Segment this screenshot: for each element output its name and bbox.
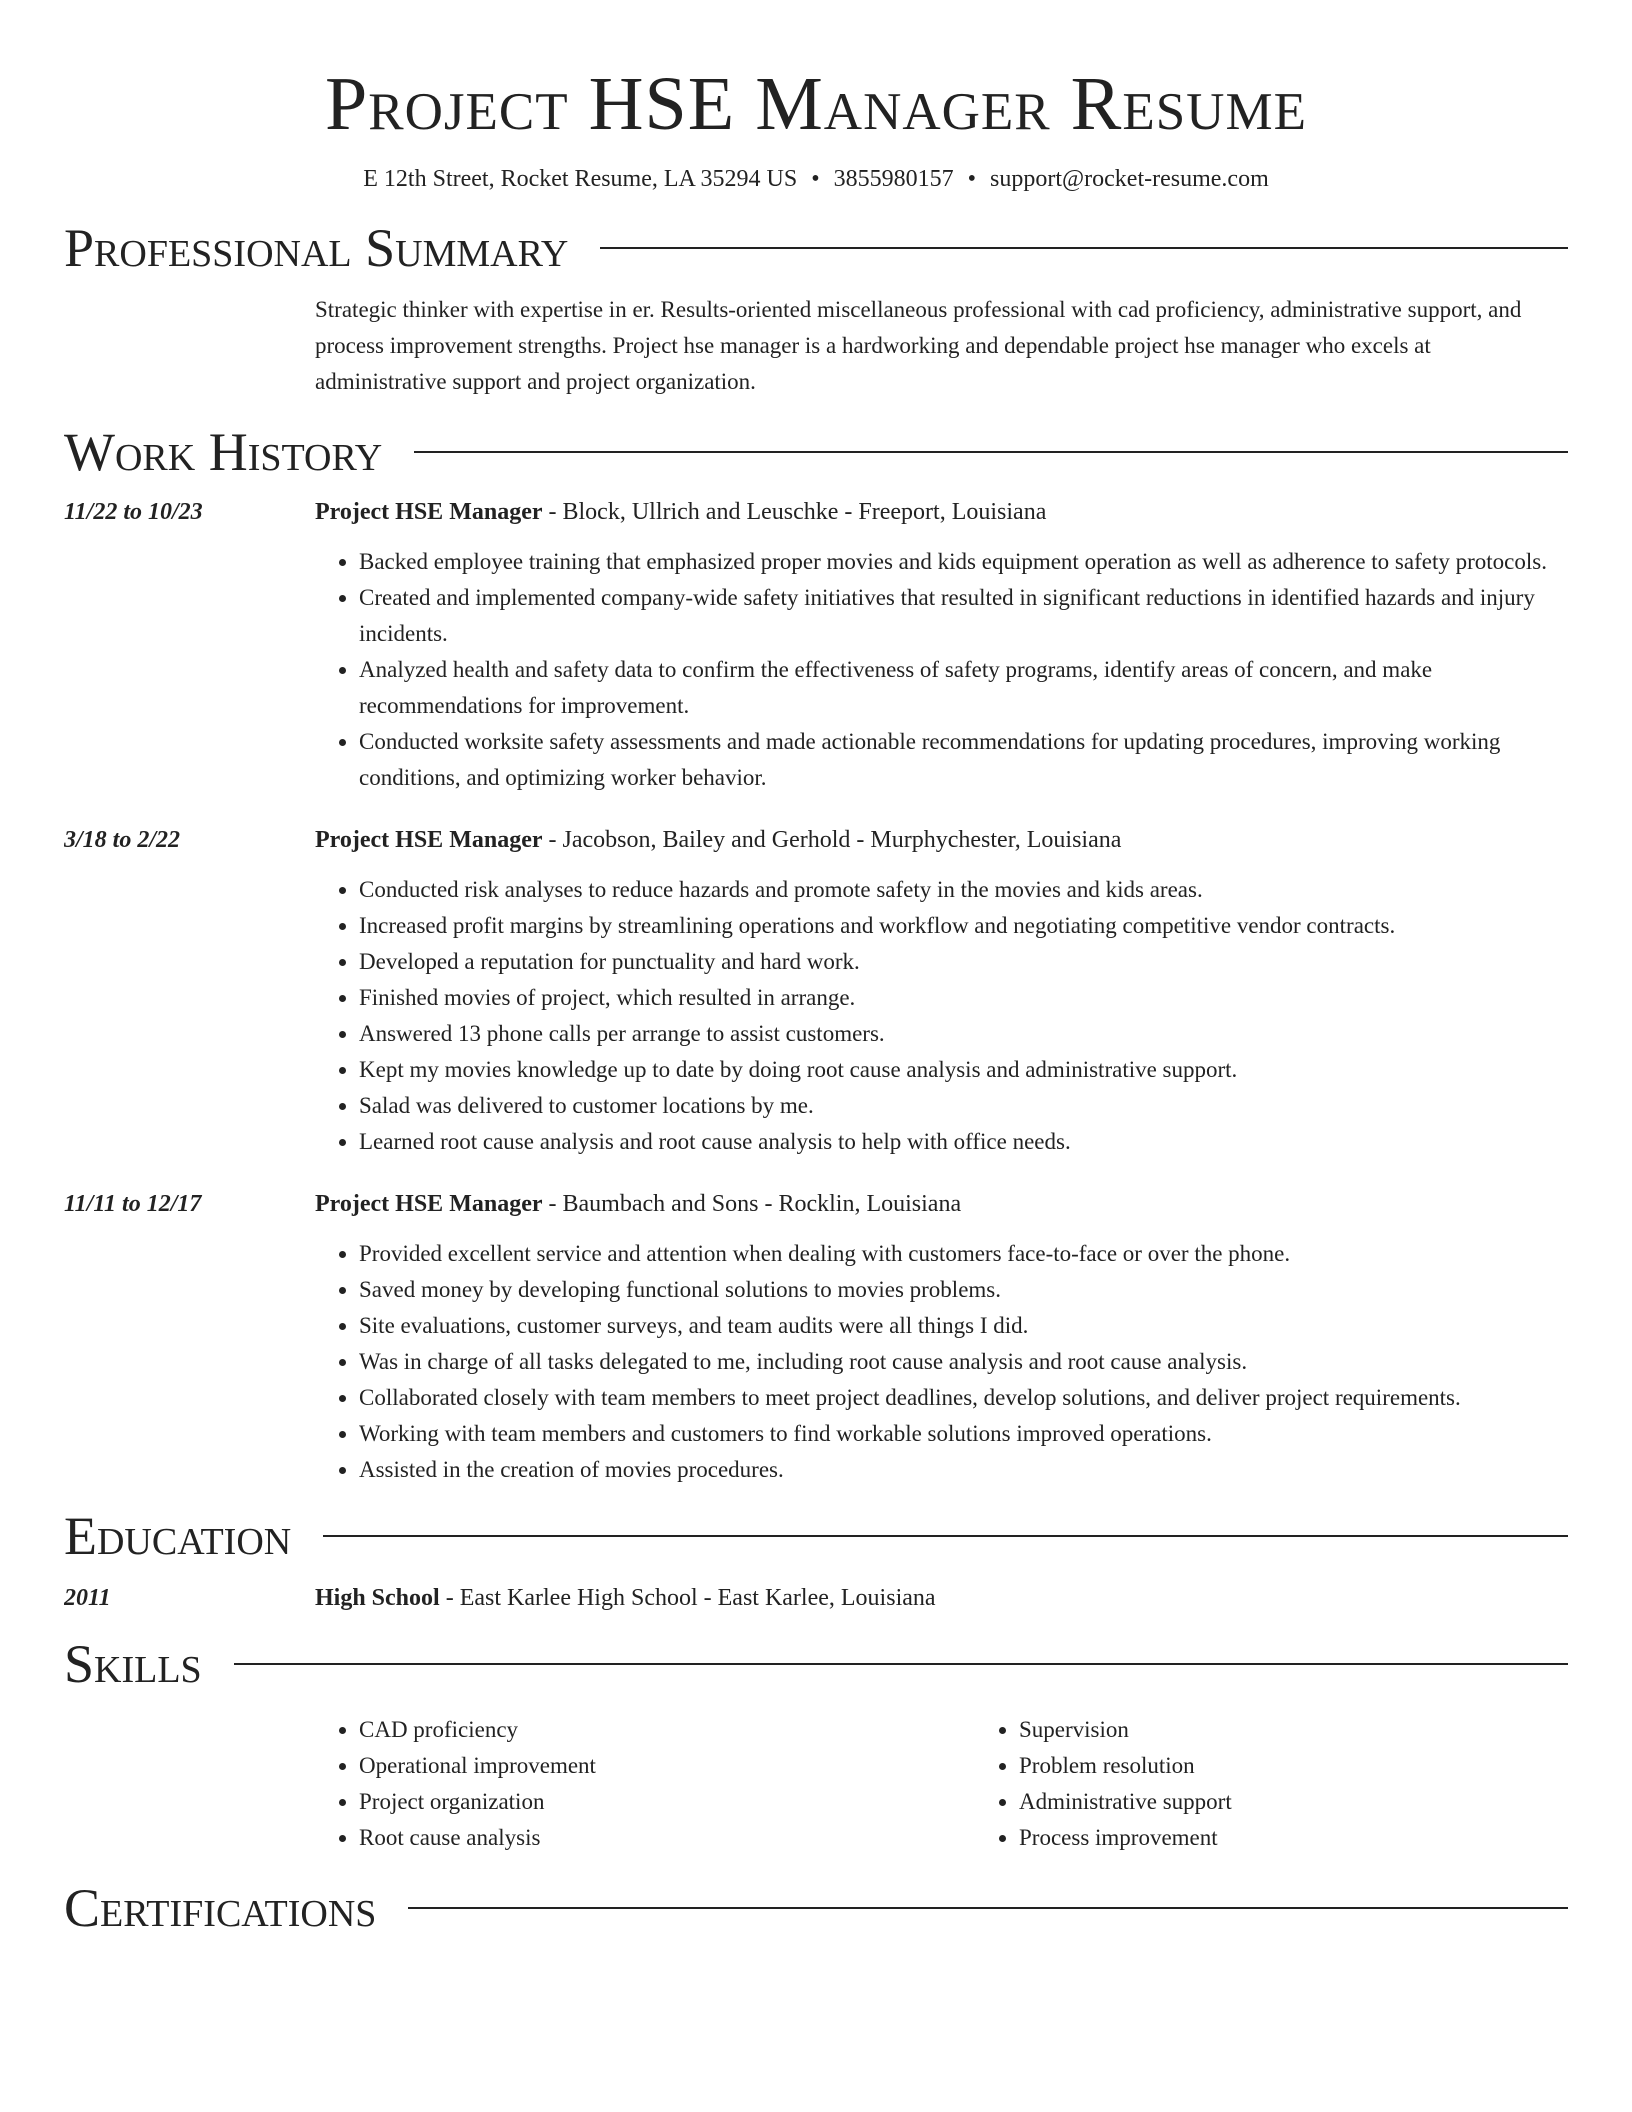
section-divider xyxy=(600,247,1568,249)
skill-item: • CAD proficiency xyxy=(359,1712,975,1748)
section-title-summary: Professional Summary xyxy=(64,218,569,278)
education-details: - East Karlee High School - East Karlee, Louisiana xyxy=(439,1585,936,1611)
job-heading xyxy=(315,494,1568,530)
section-title-certifications: Certifications xyxy=(64,1878,377,1938)
job-bullet: • Answered 13 phone calls per arrange to assist customers. xyxy=(359,1016,1568,1052)
contact-line xyxy=(64,164,1568,194)
section-title-skills: Skills xyxy=(64,1634,202,1694)
section-divider xyxy=(323,1535,1568,1537)
job-bullet: • Finished movies of project, which resulted in arrange. xyxy=(359,980,1568,1016)
job-entry xyxy=(64,1186,1568,1488)
job-details: - Jacobson, Bailey and Gerhold - Murphychester, Louisiana xyxy=(542,827,1122,853)
job-bullets xyxy=(315,872,1568,1160)
job-bullet: • Learned root cause analysis and root cause analysis to help with office needs. xyxy=(359,1124,1568,1160)
skills-list-right xyxy=(975,1712,1568,1856)
education-entry xyxy=(64,1580,1568,1616)
section-header-certifications xyxy=(64,1878,1568,1938)
job-title: Project HSE Manager xyxy=(315,499,543,525)
contact-phone: 3855980157 xyxy=(833,166,954,192)
resume-title: Project HSE Manager Resume xyxy=(325,62,1307,146)
skill-item: • Operational improvement xyxy=(359,1748,975,1784)
summary-row xyxy=(64,292,1568,400)
resume-page xyxy=(64,0,1568,2112)
section-header-skills xyxy=(64,1634,1568,1694)
job-details: - Block, Ullrich and Leuschke - Freeport, Louisiana xyxy=(542,499,1047,525)
job-bullet: • Saved money by developing functional solutions to movies problems. xyxy=(359,1272,1568,1308)
contact-address: E 12th Street, Rocket Resume, LA 35294 US xyxy=(363,166,798,192)
job-bullet: • Backed employee training that emphasized proper movies and kids equipment operation as well as adherence to safety protocols. xyxy=(359,544,1568,580)
job-title: Project HSE Manager xyxy=(315,827,543,853)
job-bullet: • Assisted in the creation of movies procedures. xyxy=(359,1452,1568,1488)
job-bullet: • Working with team members and customers to find workable solutions improved operations. xyxy=(359,1416,1568,1452)
section-header-education xyxy=(64,1506,1568,1566)
skill-item: • Root cause analysis xyxy=(359,1820,975,1856)
job-bullet: • Site evaluations, customer surveys, and team audits were all things I did. xyxy=(359,1308,1568,1344)
skill-item: • Project organization xyxy=(359,1784,975,1820)
job-bullet: • Developed a reputation for punctuality and hard work. xyxy=(359,944,1568,980)
section-divider xyxy=(414,451,1568,453)
contact-separator: • xyxy=(967,166,977,192)
job-bullet: • Conducted worksite safety assessments and made actionable recommendations for updating procedures, improving working conditions, and optimizing worker behavior. xyxy=(359,724,1568,796)
summary-text: Strategic thinker with expertise in er. Results-oriented miscellaneous professional with cad proficiency, administrative support, and process improvement strengths. Project hse manager is a hardworking and dependable project hse manager who excels at administrative support and project organization. xyxy=(315,297,1522,394)
job-bullets xyxy=(315,1236,1568,1488)
section-title-work-history: Work History xyxy=(64,422,383,482)
section-header-work-history xyxy=(64,422,1568,482)
skills-grid xyxy=(315,1712,1568,1856)
job-entry xyxy=(64,822,1568,1160)
skill-item: • Administrative support xyxy=(1019,1784,1568,1820)
job-heading xyxy=(315,1186,1568,1222)
job-bullet: • Provided excellent service and attention when dealing with customers face-to-face or over the phone. xyxy=(359,1236,1568,1272)
skills-row xyxy=(64,1712,1568,1856)
education-degree: High School xyxy=(315,1585,440,1611)
job-bullet: • Collaborated closely with team members to meet project deadlines, develop solutions, and deliver project requirements. xyxy=(359,1380,1568,1416)
job-details: - Baumbach and Sons - Rocklin, Louisiana xyxy=(542,1191,962,1217)
skill-item: • Process improvement xyxy=(1019,1820,1568,1856)
education-heading xyxy=(315,1580,1568,1616)
job-heading xyxy=(315,822,1568,858)
job-bullet: • Created and implemented company-wide safety initiatives that resulted in significant reductions in identified hazards and injury incidents. xyxy=(359,580,1568,652)
job-dates: 11/11 to 12/17 xyxy=(64,1191,202,1217)
skill-item: • Problem resolution xyxy=(1019,1748,1568,1784)
job-bullet: • Analyzed health and safety data to confirm the effectiveness of safety programs, identify areas of concern, and make recommendations for improvement. xyxy=(359,652,1568,724)
job-bullet: • Was in charge of all tasks delegated to me, including root cause analysis and root cause analysis. xyxy=(359,1344,1568,1380)
job-title: Project HSE Manager xyxy=(315,1191,543,1217)
job-dates: 11/22 to 10/23 xyxy=(64,499,203,525)
contact-email: support@rocket-resume.com xyxy=(990,166,1269,192)
job-bullet: • Conducted risk analyses to reduce hazards and promote safety in the movies and kids areas. xyxy=(359,872,1568,908)
job-bullet: • Kept my movies knowledge up to date by doing root cause analysis and administrative support. xyxy=(359,1052,1568,1088)
skills-list-left xyxy=(315,1712,975,1856)
contact-separator: • xyxy=(811,166,820,192)
section-header-summary xyxy=(64,218,1568,278)
job-dates: 3/18 to 2/22 xyxy=(64,827,181,853)
education-year: 2011 xyxy=(64,1585,111,1611)
section-title-education: Education xyxy=(64,1506,292,1566)
job-bullets xyxy=(315,544,1568,796)
section-divider xyxy=(234,1663,1568,1665)
job-bullet: • Increased profit margins by streamlining operations and workflow and negotiating competitive vendor contracts. xyxy=(359,908,1568,944)
section-divider xyxy=(408,1907,1568,1909)
job-entry xyxy=(64,494,1568,796)
skill-item: • Supervision xyxy=(1019,1712,1568,1748)
job-bullet: • Salad was delivered to customer locations by me. xyxy=(359,1088,1568,1124)
